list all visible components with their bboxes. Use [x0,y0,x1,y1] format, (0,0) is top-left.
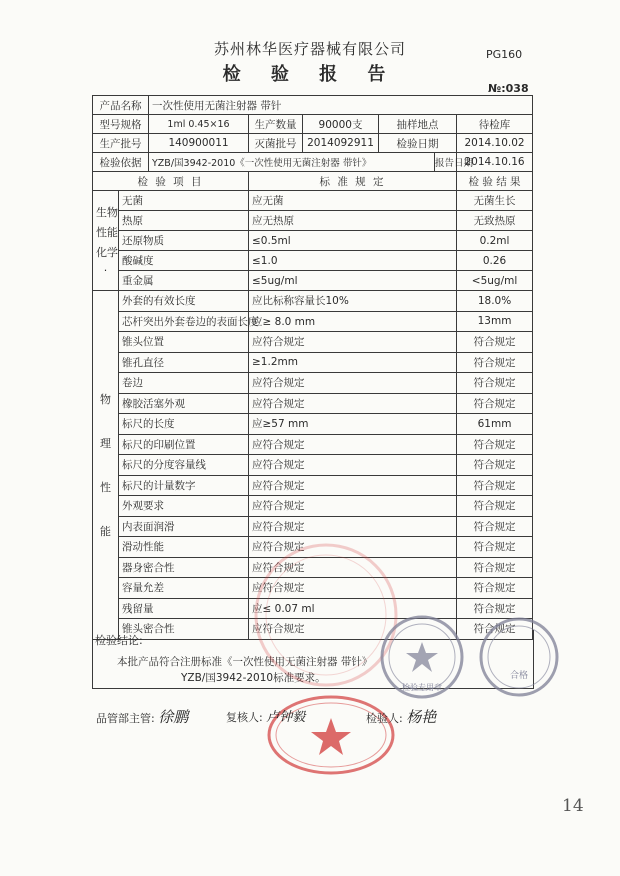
test-result: 18.0% [457,291,533,312]
test-result: 符合规定 [457,537,533,558]
reviewer-label: 复核人: [226,711,263,724]
test-row [93,557,533,578]
info-label: 检验日期 [379,134,457,153]
column-header-result: 检 验 结 果 [457,172,533,191]
info-label: 灭菌批号 [249,134,303,153]
test-item: 标尺的分度容量线 [119,455,249,476]
company-red-stamp [256,690,406,780]
test-row [93,191,533,211]
test-item: 标尺的印刷位置 [119,434,249,455]
test-item: 锥头密合性 [119,619,249,640]
test-item: 标尺的长度 [119,414,249,435]
test-standard: 应符合规定 [249,475,457,496]
test-row [93,475,533,496]
test-result: 无致热原 [457,211,533,231]
test-standard: 应符合规定 [249,496,457,517]
sampling-place-value: 待检库 [457,115,533,134]
test-row [93,578,533,599]
test-standard: 应符合规定 [249,578,457,599]
test-standard: 应符合规定 [249,332,457,353]
reviewer-signature [226,706,305,725]
test-standard: 应≥57 mm [249,414,457,435]
section-label-char: 理 [100,436,111,450]
test-standard: 应符合规定 [249,434,457,455]
test-row [93,311,533,332]
test-result: 无菌生长 [457,191,533,211]
test-item: 锥孔直径 [119,352,249,373]
info-row-batch [93,134,533,153]
test-result: 61mm [457,414,533,435]
test-standard: 应≤ 0.07 ml [249,598,457,619]
test-result: 符合规定 [457,578,533,599]
test-standard: 应符合规定 [249,393,457,414]
test-row [93,211,533,231]
test-row [93,598,533,619]
test-standard: 应符合规定 [249,619,457,640]
company-name: 苏州林华医疗器械有限公司 [213,40,406,58]
inspector-handwriting: 杨艳 [406,708,437,726]
test-item: 芯杆突出外套卷边的表面长度 [119,311,249,332]
info-label: 检验依据 [93,153,149,172]
test-result: 0.2ml [457,231,533,251]
test-result: 符合规定 [457,516,533,537]
test-result: 符合规定 [457,352,533,373]
column-header-row [93,172,533,191]
info-label: 生产数量 [249,115,303,134]
test-result: 符合规定 [457,475,533,496]
column-header-standard: 标 准 规 定 [249,172,457,191]
test-row [93,373,533,394]
sterile-batch-value: 2014092911 [303,134,379,153]
page-number: 14 [562,796,584,816]
test-row [93,414,533,435]
info-row-product [93,96,533,115]
gray-stamp-caption: 检验专用章 [402,683,442,692]
quantity-value: 90000支 [303,115,379,134]
section-label-char: 化学 [96,246,118,259]
test-result: 符合规定 [457,557,533,578]
test-row [93,455,533,476]
inspect-date-value: 2014.10.02 [457,134,533,153]
test-item: 橡胶活塞外观 [119,393,249,414]
test-result: 符合规定 [457,332,533,353]
test-item: 无菌 [119,191,249,211]
info-label: 报告日期 [435,153,457,172]
test-standard: ≤5ug/ml [249,271,457,291]
section-label-char: 物 [100,392,111,406]
column-header-item: 检 验 项 目 [93,172,249,191]
conclusion-label: 检验结论: [95,634,143,647]
document-code: PG160 [486,48,523,61]
test-standard: 应无热原 [249,211,457,231]
qualified-stamp-caption: 合格 [509,671,529,681]
test-item: 外套的有效长度 [119,291,249,312]
test-result: 符合规定 [457,373,533,394]
test-result: 符合规定 [457,598,533,619]
test-row [93,516,533,537]
test-item: 酸碱度 [119,251,249,271]
info-row-basis [93,153,533,172]
test-standard: 应无菌 [249,191,457,211]
test-row [93,537,533,558]
qa-head-signature [96,706,188,727]
test-standard: 应比标称容量长10% [249,291,457,312]
model-value: 1ml 0.45×16 [149,115,249,134]
section-label-char: 性 [100,480,111,494]
section-label-char: 能 [100,524,111,538]
test-standard: ≥1.2mm [249,352,457,373]
info-label: 抽样地点 [379,115,457,134]
inspector-label: 检验人: [366,712,403,725]
test-standard: 应符合规定 [249,455,457,476]
test-item: 热原 [119,211,249,231]
product-name-value: 一次性使用无菌注射器 带针 [149,96,533,115]
batch-value: 140900011 [149,134,249,153]
test-result: 符合规定 [457,393,533,414]
section-physical [93,291,119,640]
basis-value: YZB/国3942-2010《一次性使用无菌注射器 带针》 [149,153,435,172]
test-item: 器身密合性 [119,557,249,578]
test-item: 还原物质 [119,231,249,251]
test-standard: 应符合规定 [249,557,457,578]
test-row [93,434,533,455]
section-label-char: · [103,264,108,277]
test-row [93,251,533,271]
inspector-signature [366,706,436,727]
test-result: 符合规定 [457,496,533,517]
test-item: 容量允差 [119,578,249,599]
test-item: 外观要求 [119,496,249,517]
conclusion-text-line1: 本批产品符合注册标准《一次性使用无菌注射器 带针》 [117,656,373,668]
report-date-value: 2014.10.16 [457,153,533,172]
test-result: 符合规定 [457,434,533,455]
report-title: 检 验 报 告 [222,64,398,85]
test-standard: ≤0.5ml [249,231,457,251]
test-result: 0.26 [457,251,533,271]
test-item: 标尺的计量数字 [119,475,249,496]
test-row [93,332,533,353]
info-row-model [93,115,533,134]
test-item: 残留量 [119,598,249,619]
test-row [93,393,533,414]
test-row [93,231,533,251]
info-label: 产品名称 [93,96,149,115]
section-bio-chemical [93,191,119,291]
test-standard: 应符合规定 [249,537,457,558]
test-standard: ≤1.0 [249,251,457,271]
test-item: 重金属 [119,271,249,291]
test-standard: 应符合规定 [249,516,457,537]
reviewer-handwriting: 卢钟毅 [266,710,306,725]
test-row [93,496,533,517]
test-item: 卷边 [119,373,249,394]
test-result: 13mm [457,311,533,332]
info-label: 型号规格 [93,115,149,134]
test-row [93,291,533,312]
conclusion-box [92,630,534,689]
test-row [93,271,533,291]
test-item: 内表面润滑 [119,516,249,537]
test-item: 滑动性能 [119,537,249,558]
test-item: 锥头位置 [119,332,249,353]
test-result: 符合规定 [457,455,533,476]
test-standard: 应符合规定 [249,373,457,394]
conclusion-text-line2: YZB/国3942-2010标准要求。 [181,672,326,684]
qa-head-label: 品管部主管: [96,712,155,725]
info-label: 生产批号 [93,134,149,153]
report-serial-number: №:038 [488,82,529,95]
test-row [93,352,533,373]
inspection-table [92,95,533,640]
test-result: <5ug/ml [457,271,533,291]
section-label-char: 生物 [96,206,118,219]
section-label-char: 性能 [96,226,118,239]
test-standard: 应≥ 8.0 mm [249,311,457,332]
test-result: 符合规定 [457,619,533,640]
qa-head-handwriting: 徐鹏 [158,708,189,726]
